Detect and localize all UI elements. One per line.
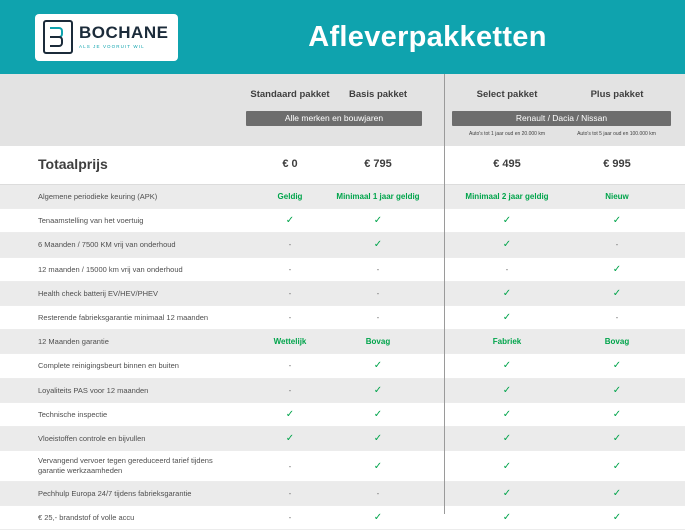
cell-select: - bbox=[505, 264, 509, 274]
cell-plus: ✓ bbox=[612, 408, 622, 420]
row-label: Health check batterij EV/HEV/PHEV bbox=[38, 288, 159, 298]
cell-plus: ✓ bbox=[612, 287, 622, 299]
cell-plus: ✓ bbox=[612, 460, 622, 472]
cell-plus: ✓ bbox=[612, 360, 622, 372]
column-header-select: Select pakket bbox=[476, 89, 538, 100]
cell-plus: Nieuw bbox=[605, 192, 629, 202]
column-header-band bbox=[0, 74, 685, 146]
cell-basis: - bbox=[376, 264, 380, 274]
feature-rows bbox=[0, 185, 685, 530]
cell-select: ✓ bbox=[502, 287, 512, 299]
price-standaard: € 0 bbox=[282, 158, 298, 170]
table-row bbox=[0, 282, 685, 306]
cell-standaard: ✓ bbox=[285, 432, 295, 444]
cell-select: ✓ bbox=[502, 432, 512, 444]
cell-standaard: - bbox=[288, 385, 292, 395]
cell-plus: ✓ bbox=[612, 384, 622, 396]
cell-select: ✓ bbox=[502, 512, 512, 524]
total-price-row bbox=[0, 146, 685, 185]
table-row bbox=[0, 506, 685, 530]
table-row bbox=[0, 185, 685, 209]
cell-standaard: ✓ bbox=[285, 408, 295, 420]
cell-select: ✓ bbox=[502, 215, 512, 227]
cell-select: Fabriek bbox=[492, 337, 522, 347]
cell-plus: - bbox=[615, 313, 619, 323]
row-label: 12 maanden / 15000 km vrij van onderhoud bbox=[38, 264, 183, 274]
table-row bbox=[0, 258, 685, 282]
cell-plus: - bbox=[615, 240, 619, 250]
price-basis: € 795 bbox=[364, 158, 392, 170]
group-divider bbox=[444, 74, 445, 514]
cell-select: ✓ bbox=[502, 360, 512, 372]
cell-basis: ✓ bbox=[373, 460, 383, 472]
row-label: Tenaamstelling van het voertuig bbox=[38, 216, 144, 226]
page-title: Afleverpakketten bbox=[308, 20, 547, 53]
row-label: Vervangend vervoer tegen gereduceerd tarief tijdens garantie werkzaamheden bbox=[38, 455, 213, 476]
logo-tagline: ALS JE VOORUIT WIL bbox=[79, 44, 145, 50]
cell-basis: Bovag bbox=[365, 337, 391, 347]
cell-select: ✓ bbox=[502, 239, 512, 251]
column-header-basis: Basis pakket bbox=[348, 89, 408, 100]
table-row bbox=[0, 354, 685, 378]
cell-basis: ✓ bbox=[373, 408, 383, 420]
cell-basis: Minimaal 1 jaar geldig bbox=[336, 192, 420, 202]
cell-select: ✓ bbox=[502, 460, 512, 472]
cell-standaard: - bbox=[288, 313, 292, 323]
table-row bbox=[0, 379, 685, 403]
column-header-standaard: Standaard pakket bbox=[250, 89, 330, 100]
cell-basis: ✓ bbox=[373, 384, 383, 396]
price-plus: € 995 bbox=[603, 158, 631, 170]
table-row bbox=[0, 403, 685, 427]
cell-standaard: - bbox=[288, 461, 292, 471]
cell-basis: ✓ bbox=[373, 512, 383, 524]
price-select: € 495 bbox=[493, 158, 521, 170]
note-select: Auto's tot 1 jaar oud en 20.000 km bbox=[468, 131, 545, 137]
cell-basis: - bbox=[376, 313, 380, 323]
cell-select: ✓ bbox=[502, 408, 512, 420]
cell-standaard: - bbox=[288, 288, 292, 298]
row-label: Vloeistoffen controle en bijvullen bbox=[38, 433, 146, 443]
cell-plus: Bovag bbox=[604, 337, 630, 347]
cell-select: ✓ bbox=[502, 384, 512, 396]
column-header-plus: Plus pakket bbox=[590, 89, 644, 100]
cell-standaard: - bbox=[288, 513, 292, 523]
row-label: € 25,- brandstof of volle accu bbox=[38, 513, 135, 523]
note-plus: Auto's tot 5 jaar oud en 100.000 km bbox=[577, 131, 656, 137]
group-right bbox=[452, 104, 671, 137]
row-label: Resterende fabrieksgarantie minimaal 12 maanden bbox=[38, 313, 209, 323]
cell-basis: ✓ bbox=[373, 215, 383, 227]
table-row bbox=[0, 482, 685, 506]
table-row bbox=[0, 306, 685, 330]
cell-basis: - bbox=[376, 288, 380, 298]
cell-basis: ✓ bbox=[373, 360, 383, 372]
table-row bbox=[0, 330, 685, 354]
group-left bbox=[246, 104, 422, 126]
group-right-label: Renault / Dacia / Nissan bbox=[452, 111, 671, 126]
cell-standaard: - bbox=[288, 489, 292, 499]
cell-standaard: Wettelijk bbox=[273, 337, 307, 347]
table-row bbox=[0, 209, 685, 233]
table-row bbox=[0, 451, 685, 482]
cell-standaard: Geldig bbox=[277, 192, 303, 202]
row-label: Loyaliteits PAS voor 12 maanden bbox=[38, 385, 149, 395]
row-label: Pechhulp Europa 24/7 tijdens fabrieksgarantie bbox=[38, 489, 192, 499]
cell-basis: ✓ bbox=[373, 239, 383, 251]
row-label: Complete reinigingsbeurt binnen en buiten bbox=[38, 361, 179, 371]
cell-plus: ✓ bbox=[612, 215, 622, 227]
row-label: Technische inspectie bbox=[38, 409, 108, 419]
row-label: 12 Maanden garantie bbox=[38, 337, 109, 347]
cell-standaard: - bbox=[288, 361, 292, 371]
cell-select: ✓ bbox=[502, 312, 512, 324]
page-header bbox=[0, 0, 685, 74]
cell-standaard: - bbox=[288, 240, 292, 250]
logo-name: BOCHANE bbox=[79, 23, 169, 43]
cell-select: Minimaal 2 jaar geldig bbox=[465, 192, 549, 202]
cell-standaard: - bbox=[288, 264, 292, 274]
total-price-label: Totaalprijs bbox=[38, 156, 108, 172]
table-row bbox=[0, 427, 685, 451]
cell-standaard: ✓ bbox=[285, 215, 295, 227]
cell-plus: ✓ bbox=[612, 488, 622, 500]
cell-plus: ✓ bbox=[612, 512, 622, 524]
row-label: Algemene periodieke keuring (APK) bbox=[38, 192, 158, 202]
cell-select: ✓ bbox=[502, 488, 512, 500]
cell-plus: ✓ bbox=[612, 432, 622, 444]
cell-basis: - bbox=[376, 489, 380, 499]
group-left-label: Alle merken en bouwjaren bbox=[246, 111, 422, 126]
table-row bbox=[0, 233, 685, 257]
cell-plus: ✓ bbox=[612, 263, 622, 275]
row-label: 6 Maanden / 7500 KM vrij van onderhoud bbox=[38, 240, 176, 250]
cell-basis: ✓ bbox=[373, 432, 383, 444]
